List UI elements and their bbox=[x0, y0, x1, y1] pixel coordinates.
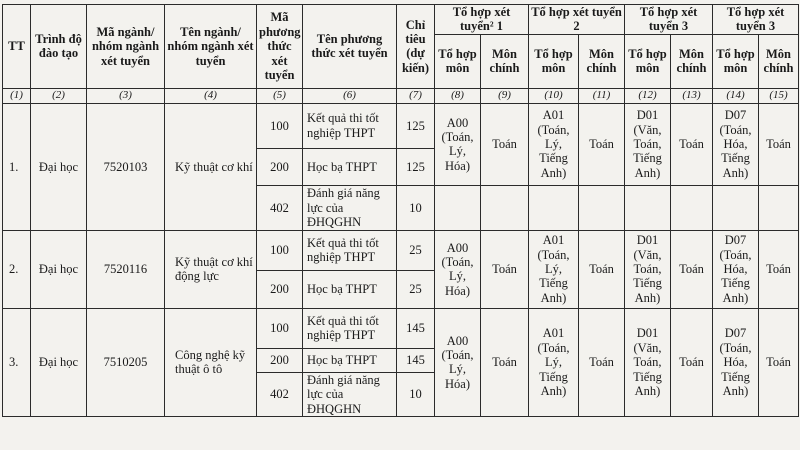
empty-cell bbox=[579, 185, 625, 230]
method-name: Học bạ THPT bbox=[303, 270, 397, 308]
column-index-cell: (15) bbox=[759, 88, 799, 103]
combo-subject-list: (Toán, Lý, Hóa) bbox=[441, 129, 474, 173]
combo-subjects bbox=[529, 308, 579, 416]
combo-code: D07 bbox=[724, 326, 747, 341]
header-quota: Chỉ tiêu (dự kiến) bbox=[397, 5, 435, 89]
quota: 25 bbox=[397, 230, 435, 270]
header-level: Trình độ đào tạo bbox=[31, 5, 87, 89]
method-name: Kết quả thi tốt nghiệp THPT bbox=[303, 230, 397, 270]
main-subject: Toán bbox=[579, 308, 625, 416]
column-index-cell: (14) bbox=[713, 88, 759, 103]
major-name: Kỹ thuật cơ khí động lực bbox=[165, 230, 257, 308]
column-index-cell: (8) bbox=[435, 88, 481, 103]
column-index-cell: (13) bbox=[671, 88, 713, 103]
training-level: Đại học bbox=[31, 308, 87, 416]
column-index-cell: (4) bbox=[165, 88, 257, 103]
method-code: 402 bbox=[257, 185, 303, 230]
combo-code: D01 bbox=[636, 108, 659, 123]
subheader-combo: Tổ hợp môn bbox=[625, 34, 671, 88]
combo-subjects bbox=[435, 103, 481, 185]
empty-cell bbox=[713, 185, 759, 230]
combo-subject-list: (Văn, Toán, Tiếng Anh) bbox=[633, 247, 662, 305]
combo-subject-list: (Toán, Hóa, Tiếng Anh) bbox=[719, 122, 752, 180]
main-subject: Toán bbox=[671, 308, 713, 416]
quota: 125 bbox=[397, 148, 435, 185]
quota: 10 bbox=[397, 185, 435, 230]
header-method-name: Tên phương thức xét tuyển bbox=[303, 5, 397, 89]
combo-code: A01 bbox=[542, 233, 565, 248]
table-row bbox=[3, 308, 799, 348]
combo-code: D01 bbox=[636, 326, 659, 341]
combo-code: D07 bbox=[724, 233, 747, 248]
main-subject: Toán bbox=[481, 230, 529, 308]
combo-subjects bbox=[529, 230, 579, 308]
header-combo-4: Tổ hợp xét tuyển 3 bbox=[713, 5, 799, 35]
column-index-cell: (9) bbox=[481, 88, 529, 103]
main-subject: Toán bbox=[671, 103, 713, 185]
header-combo-2: Tổ hợp xét tuyển 2 bbox=[529, 5, 625, 35]
header-name: Tên ngành/ nhóm ngành xét tuyển bbox=[165, 5, 257, 89]
major-code: 7520103 bbox=[87, 103, 165, 230]
column-index-cell: (2) bbox=[31, 88, 87, 103]
combo-subjects bbox=[625, 308, 671, 416]
column-index-cell: (1) bbox=[3, 88, 31, 103]
combo-code: D07 bbox=[724, 108, 747, 123]
main-subject: Toán bbox=[579, 103, 625, 185]
method-name: Đánh giá năng lực của ĐHQGHN bbox=[303, 372, 397, 416]
column-index-cell: (7) bbox=[397, 88, 435, 103]
main-subject: Toán bbox=[759, 308, 799, 416]
subheader-main: Môn chính bbox=[579, 34, 625, 88]
empty-cell bbox=[529, 185, 579, 230]
quota: 145 bbox=[397, 308, 435, 348]
main-subject: Toán bbox=[671, 230, 713, 308]
training-level: Đại học bbox=[31, 103, 87, 230]
quota: 145 bbox=[397, 348, 435, 372]
method-code: 100 bbox=[257, 103, 303, 148]
method-name: Kết quả thi tốt nghiệp THPT bbox=[303, 308, 397, 348]
column-index-cell: (6) bbox=[303, 88, 397, 103]
combo-code: A01 bbox=[542, 108, 565, 123]
table-row bbox=[3, 230, 799, 270]
main-subject: Toán bbox=[481, 103, 529, 185]
column-index-cell: (3) bbox=[87, 88, 165, 103]
empty-cell bbox=[625, 185, 671, 230]
combo-subjects bbox=[713, 308, 759, 416]
subheader-main: Môn chính bbox=[671, 34, 713, 88]
method-code: 200 bbox=[257, 148, 303, 185]
method-code: 100 bbox=[257, 230, 303, 270]
combo-code: D01 bbox=[636, 233, 659, 248]
training-level: Đại học bbox=[31, 230, 87, 308]
combo-subjects bbox=[435, 230, 481, 308]
header-method-code: Mã phương thức xét tuyển bbox=[257, 5, 303, 89]
main-subject: Toán bbox=[759, 103, 799, 185]
major-name: Kỹ thuật cơ khí bbox=[165, 103, 257, 230]
combo-subjects bbox=[713, 230, 759, 308]
combo-subjects bbox=[529, 103, 579, 185]
combo-code: A00 bbox=[446, 333, 469, 348]
subheader-combo: Tổ hợp môn bbox=[529, 34, 579, 88]
column-index-cell: (12) bbox=[625, 88, 671, 103]
main-subject: Toán bbox=[481, 308, 529, 416]
column-index-cell: (11) bbox=[579, 88, 625, 103]
combo-subject-list: (Văn, Toán, Tiếng Anh) bbox=[633, 340, 662, 398]
main-subject: Toán bbox=[579, 230, 625, 308]
header-code: Mã ngành/ nhóm ngành xét tuyển bbox=[87, 5, 165, 89]
header-combo-1: Tổ hợp xét tuyển² 1 bbox=[435, 5, 529, 35]
empty-cell bbox=[435, 185, 481, 230]
method-code: 200 bbox=[257, 348, 303, 372]
row-number: 2. bbox=[3, 230, 31, 308]
combo-subject-list: (Văn, Toán, Tiếng Anh) bbox=[633, 122, 662, 180]
empty-cell bbox=[759, 185, 799, 230]
combo-subjects bbox=[435, 308, 481, 416]
method-code: 100 bbox=[257, 308, 303, 348]
method-name: Học bạ THPT bbox=[303, 348, 397, 372]
combo-code: A01 bbox=[542, 326, 565, 341]
major-name: Công nghệ kỹ thuật ô tô bbox=[165, 308, 257, 416]
combo-subject-list: (Toán, Lý, Tiếng Anh) bbox=[537, 340, 570, 398]
table-row bbox=[3, 103, 799, 148]
row-number: 3. bbox=[3, 308, 31, 416]
method-name: Kết quả thi tốt nghiệp THPT bbox=[303, 103, 397, 148]
header-tt: TT bbox=[3, 5, 31, 89]
combo-subject-list: (Toán, Lý, Hóa) bbox=[441, 254, 474, 298]
subheader-combo: Tổ hợp môn bbox=[713, 34, 759, 88]
empty-cell bbox=[481, 185, 529, 230]
subheader-main: Môn chính bbox=[759, 34, 799, 88]
combo-subjects bbox=[625, 103, 671, 185]
major-code: 7520116 bbox=[87, 230, 165, 308]
combo-code: A00 bbox=[446, 115, 469, 130]
column-index-cell: (5) bbox=[257, 88, 303, 103]
combo-subjects bbox=[713, 103, 759, 185]
method-code: 200 bbox=[257, 270, 303, 308]
combo-subject-list: (Toán, Lý, Tiếng Anh) bbox=[537, 247, 570, 305]
combo-subjects bbox=[625, 230, 671, 308]
combo-subject-list: (Toán, Hóa, Tiếng Anh) bbox=[719, 340, 752, 398]
major-code: 7510205 bbox=[87, 308, 165, 416]
method-name: Đánh giá năng lực của ĐHQGHN bbox=[303, 185, 397, 230]
quota: 10 bbox=[397, 372, 435, 416]
column-index-row bbox=[3, 88, 799, 103]
row-number: 1. bbox=[3, 103, 31, 230]
table-body bbox=[3, 103, 799, 416]
combo-subject-list: (Toán, Lý, Tiếng Anh) bbox=[537, 122, 570, 180]
quota: 125 bbox=[397, 103, 435, 148]
column-index-cell: (10) bbox=[529, 88, 579, 103]
method-code: 402 bbox=[257, 372, 303, 416]
main-subject: Toán bbox=[759, 230, 799, 308]
combo-code: A00 bbox=[446, 240, 469, 255]
method-name: Học bạ THPT bbox=[303, 148, 397, 185]
empty-cell bbox=[671, 185, 713, 230]
combo-subject-list: (Toán, Hóa, Tiếng Anh) bbox=[719, 247, 752, 305]
subheader-main: Môn chính bbox=[481, 34, 529, 88]
quota: 25 bbox=[397, 270, 435, 308]
combo-subject-list: (Toán, Lý, Hóa) bbox=[441, 347, 474, 391]
admission-table bbox=[2, 4, 799, 417]
subheader-combo: Tổ hợp môn bbox=[435, 34, 481, 88]
header-combo-3: Tổ hợp xét tuyển 3 bbox=[625, 5, 713, 35]
